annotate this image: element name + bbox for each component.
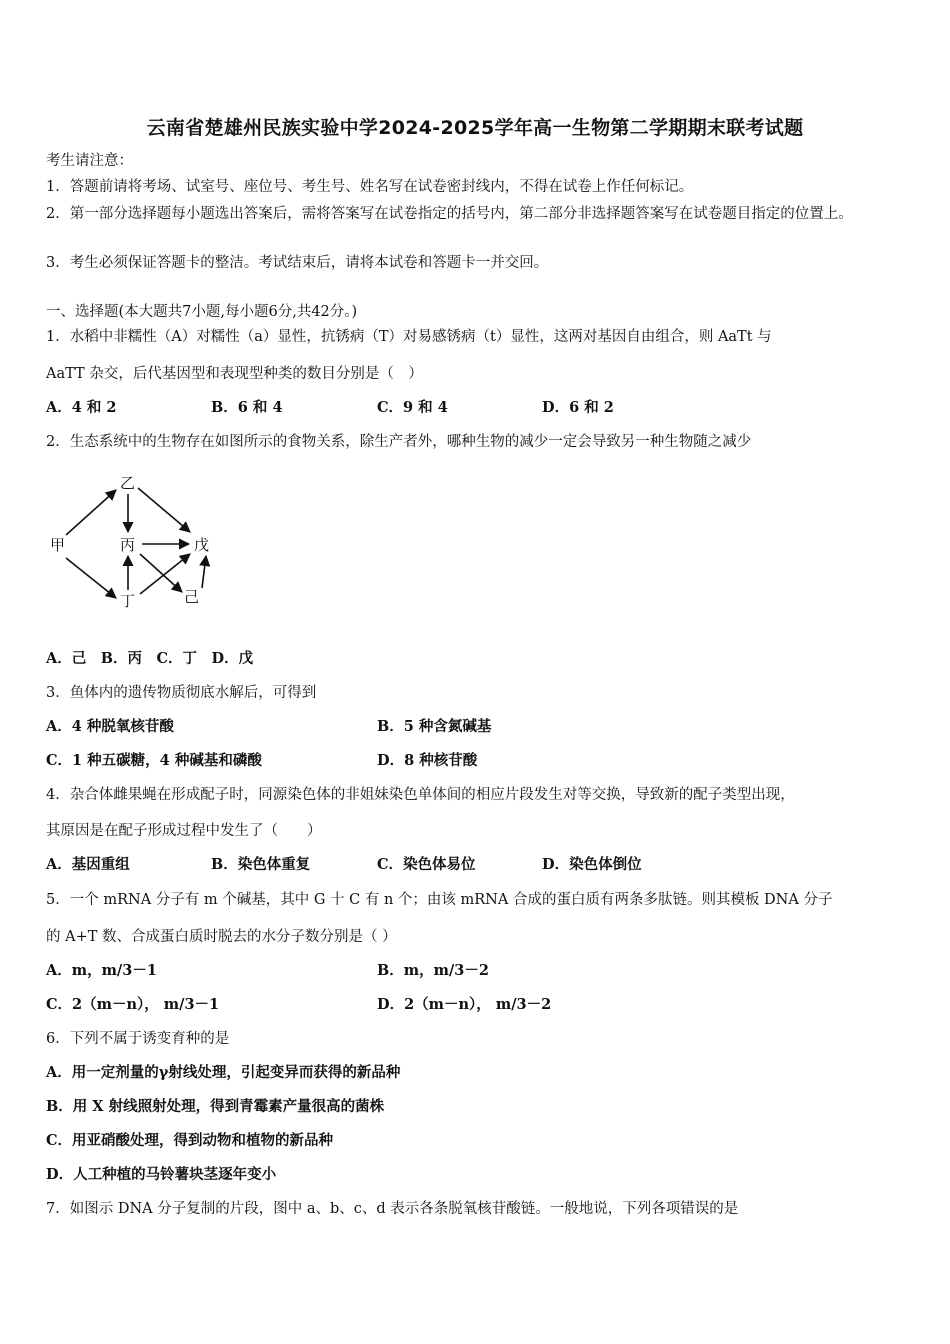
q3-stem: 3．鱼体内的遗传物质彻底水解后，可得到 [46, 685, 317, 701]
node-wu: 戊 [194, 536, 210, 554]
q4-option-d: D．染色体倒位 [542, 856, 642, 873]
arrow-jia-ding [66, 558, 116, 598]
q3-option-b: B．5 种含氮碱基 [377, 718, 492, 735]
q6-stem: 6．下列不属于诱变育种的是 [46, 1031, 230, 1047]
q6-option-d: D．人工种植的马铃薯块茎逐年变小 [46, 1166, 277, 1183]
q6-option-b: B．用 X 射线照射处理，得到青霉素产量很高的菌株 [46, 1098, 385, 1115]
arrow-bing-ji [140, 554, 182, 592]
q5-stem-line1: 5．一个 mRNA 分子有 m 个碱基，其中 G 十 C 有 n 个；由该 mRNA 合成的蛋白质有两条多肽链。则其模板 DNA 分子 [46, 892, 833, 908]
q1-option-d: D．6 和 2 [542, 399, 614, 416]
q1-option-a: A．4 和 2 [46, 399, 117, 416]
notice-item-2: 2．第一部分选择题每小题选出答案后，需将答案写在试卷指定的括号内，第二部分非选择题答案写在试卷题目指定的位置上。 [46, 206, 853, 222]
q6-option-c: C．用亚硝酸处理，得到动物和植物的新品种 [46, 1132, 334, 1149]
q4-option-c: C．染色体易位 [377, 856, 476, 873]
q5-option-b: B．m，m/3－2 [377, 962, 489, 979]
section-heading: 一、选择题(本大题共7小题,每小题6分,共42分。) [46, 304, 358, 320]
q4-option-b: B．染色体重复 [211, 856, 311, 873]
q4-option-a: A．基因重组 [46, 856, 130, 873]
q5-stem-line2: 的 A+T 数、合成蛋白质时脱去的水分子数分别是（ ） [46, 929, 397, 945]
page-title: 云南省楚雄州民族实验中学2024-2025学年高一生物第二学期期末联考试题 [146, 117, 804, 139]
food-web-diagram [44, 470, 224, 610]
arrow-yi-wu [138, 488, 190, 532]
q1-option-c: C．9 和 4 [377, 399, 448, 416]
node-ding: 丁 [120, 592, 136, 610]
q1-stem-line2: AaTT 杂交，后代基因型和表现型种类的数目分别是（ ） [46, 366, 423, 382]
q5-option-c: C．2（m－n）， m/3－1 [46, 996, 220, 1013]
notice-item-3: 3．考生必须保证答题卡的整洁。考试结束后，请将本试卷和答题卡一并交回。 [46, 255, 549, 271]
q2-options: A．己 B．丙 C．丁 D．戊 [46, 650, 254, 667]
q6-option-a: A．用一定剂量的γ射线处理，引起变异而获得的新品种 [46, 1064, 401, 1081]
q3-option-d: D．8 种核苷酸 [377, 752, 478, 769]
q1-option-b: B．6 和 4 [211, 399, 283, 416]
q2-stem: 2．生态系统中的生物存在如图所示的食物关系，除生产者外，哪种生物的减少一定会导致另一种生物随之减少 [46, 434, 752, 450]
notice-heading: 考生请注意： [46, 153, 133, 169]
q5-option-d: D．2（m－n）， m/3－2 [377, 996, 552, 1013]
arrow-jia-yi [66, 490, 116, 535]
q1-stem-line1: 1．水稻中非糯性（A）对糯性（a）显性，抗锈病（T）对易感锈病（t）显性，这两对基因自由组合，则 AaTt 与 [46, 329, 772, 345]
q4-stem-line1: 4．杂合体雌果蝇在形成配子时，同源染色体的非姐妹染色单体间的相应片段发生对等交换，导致新的配子类型出现， [46, 787, 795, 803]
q3-option-a: A．4 种脱氧核苷酸 [46, 718, 174, 735]
notice-item-1: 1．答题前请将考场、试室号、座位号、考生号、姓名写在试卷密封线内，不得在试卷上作任何标记。 [46, 179, 694, 195]
arrow-ji-wu [202, 556, 206, 588]
q5-option-a: A．m，m/3－1 [46, 962, 157, 979]
q4-stem-line2: 其原因是在配子形成过程中发生了（ ） [46, 823, 322, 839]
node-jia: 甲 [50, 536, 66, 554]
q3-option-c: C．1 种五碳糖，4 种碱基和磷酸 [46, 752, 262, 769]
q7-stem: 7．如图示 DNA 分子复制的片段，图中 a、b、c、d 表示各条脱氧核苷酸链。一般地说，下列各项错误的是 [46, 1201, 739, 1217]
node-yi: 乙 [120, 474, 136, 492]
node-bing: 丙 [120, 536, 136, 554]
node-ji: 己 [184, 588, 200, 606]
